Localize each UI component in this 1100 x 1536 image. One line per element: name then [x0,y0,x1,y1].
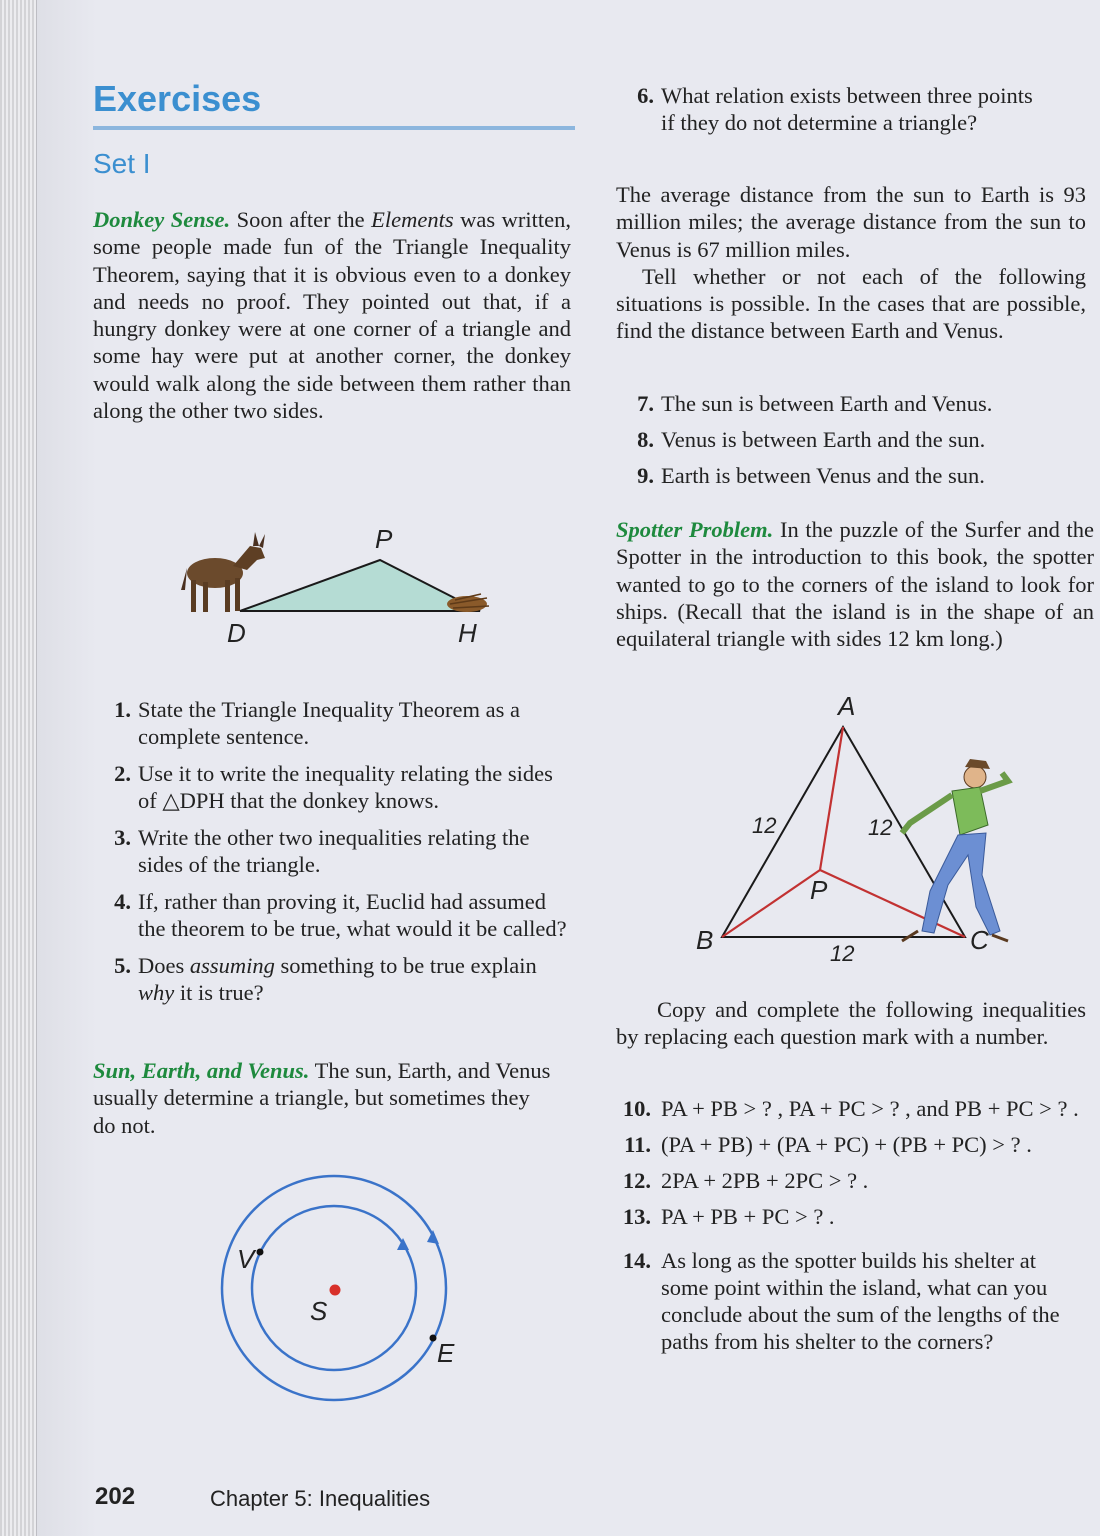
donkey-sense-title: Donkey Sense. [93,207,231,232]
question-text: What relation exists between three points if they do not determine a triangle? [661,83,1033,135]
distance-text-1: The average distance from the sun to Earth is 93 million miles; the average distance from the sun to Venus is 67 million miles. [616,182,1086,262]
assuming-word: assuming [189,953,275,978]
question-number: 14. [622,1248,651,1273]
sun-earth-venus-title: Sun, Earth, and Venus. [93,1058,310,1083]
question-text: Does [138,953,190,978]
spotter-text: In the puzzle of the Surfer and the Spotter in the introduction to this book, the spotter wanted to go to the corners of the island to look for ships. (Recall that the island is in the shape of an equilateral triangle with sides 12 km long.) [616,517,1095,652]
book-binding [0,0,37,1536]
label-p: P [810,875,828,905]
elements-word: Elements [371,207,454,232]
label-side-bottom: 12 [830,941,855,966]
question-10 [605,1095,1100,1122]
question-text: 2PA + 2PB + 2PC > ? . [661,1168,869,1193]
set-heading: Set I [93,148,151,179]
question-text: Write the other two inequalities relating the sides of the triangle. [138,825,530,877]
question-number: 2. [114,761,131,786]
question-number: 7. [637,391,654,416]
question-number: 12. [622,1168,651,1193]
question-3 [93,824,573,878]
path-pb [722,870,820,937]
heading-rule [93,126,575,130]
question-text: The sun is between Earth and Venus. [661,391,993,416]
label-b: B [696,925,714,955]
earth-dot [430,1335,437,1342]
question-text: PA + PB + PC > ? . [661,1204,835,1229]
why-word: why [138,980,175,1005]
question-6 [616,82,1046,136]
questions-left-list [93,696,573,1006]
question-text: (PA + PB) + (PA + PC) + (PB + PC) > ? . [661,1132,1032,1157]
chapter-title: Chapter 5: Inequalities [210,1486,431,1511]
triangle-dph [240,560,480,611]
question-4 [93,888,573,942]
earth-orbit-arrow [427,1230,439,1244]
question-number: 1. [114,697,131,722]
question-9 [616,462,1076,489]
label-a: A [838,695,856,721]
question-11 [605,1131,1100,1158]
question-number: 8. [637,427,654,452]
copy-instructions: Copy and complete the following inequalities by replacing each question mark with a number. [616,997,1086,1050]
sun-earth-venus-paragraph [93,1057,551,1139]
orbit-figure [215,1170,465,1415]
question-text: Earth is between Venus and the sun. [661,463,985,488]
question-number: 13. [622,1204,651,1229]
spotter-title: Spotter Problem. [616,517,774,542]
question-number: 10. [622,1096,651,1121]
spotter-figure [690,695,1030,975]
question-7 [616,390,1076,417]
label-e: E [437,1338,455,1368]
spotter-paragraph [616,516,1094,652]
question-number: 3. [114,825,131,850]
donkey-triangle-figure [175,518,505,648]
donkey-text-b: was written, some people made fun of the Triangle Inequality Theorem, saying that it is obvious even to a donkey and needs no proof. They pointed out that, if a hungry donkey were at one corner of a triangle and some hay were put at another corner, the donkey would walk along the side between them rather than along the other two sides. [93,207,571,424]
venus-dot [257,1249,264,1256]
question-number: 11. [624,1132,651,1157]
question-6-list [616,82,1046,136]
label-side-right: 12 [868,815,893,840]
question-text: State the Triangle Inequality Theorem as a complete sentence. [138,697,520,749]
question-2 [93,760,573,814]
question-13 [605,1203,1100,1230]
spotter-illustration [902,759,1008,941]
distance-text-2: Tell whether or not each of the following situations is possible. In the cases that are possible, find the distance between Earth and Venus. [616,263,1086,344]
question-text: As long as the spotter builds his shelter at some point within the island, what can you conclude about the sum of the lengths of the paths from his shelter to the corners? [661,1248,1060,1354]
donkey-illustration [181,532,265,612]
question-1 [93,696,573,750]
page-title: Exercises [93,78,262,119]
question-number: 6. [637,83,654,108]
question-8 [616,426,1076,453]
label-v: V [237,1244,255,1274]
question-text: Venus is between Earth and the sun. [661,427,986,452]
sun-text: The sun, Earth, and Venus usually determine a triangle, but sometimes they do not. [93,1058,551,1138]
question-number: 9. [637,463,654,488]
label-p: P [375,524,393,554]
page-number: 202 [95,1483,136,1510]
label-d: D [227,618,246,648]
questions-mid-list [616,390,1076,489]
question-number: 4. [114,889,131,914]
distance-paragraph [616,181,1086,345]
question-text: it is true? [174,980,264,1005]
label-s: S [310,1296,328,1326]
question-text: PA + PB > ? , PA + PC > ? , and PB + PC > ? . [661,1096,1079,1121]
donkey-sense-paragraph [93,206,571,424]
label-h: H [458,618,477,648]
question-text: something to be true explain [274,953,537,978]
question-14 [605,1247,1071,1355]
question-text: Use it to write the inequality relating the sides of △DPH that the donkey knows. [138,761,553,813]
question-text: If, rather than proving it, Euclid had assumed the theorem to be true, what would it be called? [138,889,567,941]
donkey-text-a: Soon after the [230,207,372,232]
label-c: C [970,925,989,955]
question-12 [605,1167,1100,1194]
questions-right-list [605,1095,1100,1355]
question-number: 5. [114,953,131,978]
label-side-left: 12 [752,813,777,838]
question-5 [93,952,573,1006]
sun-dot [330,1285,341,1296]
